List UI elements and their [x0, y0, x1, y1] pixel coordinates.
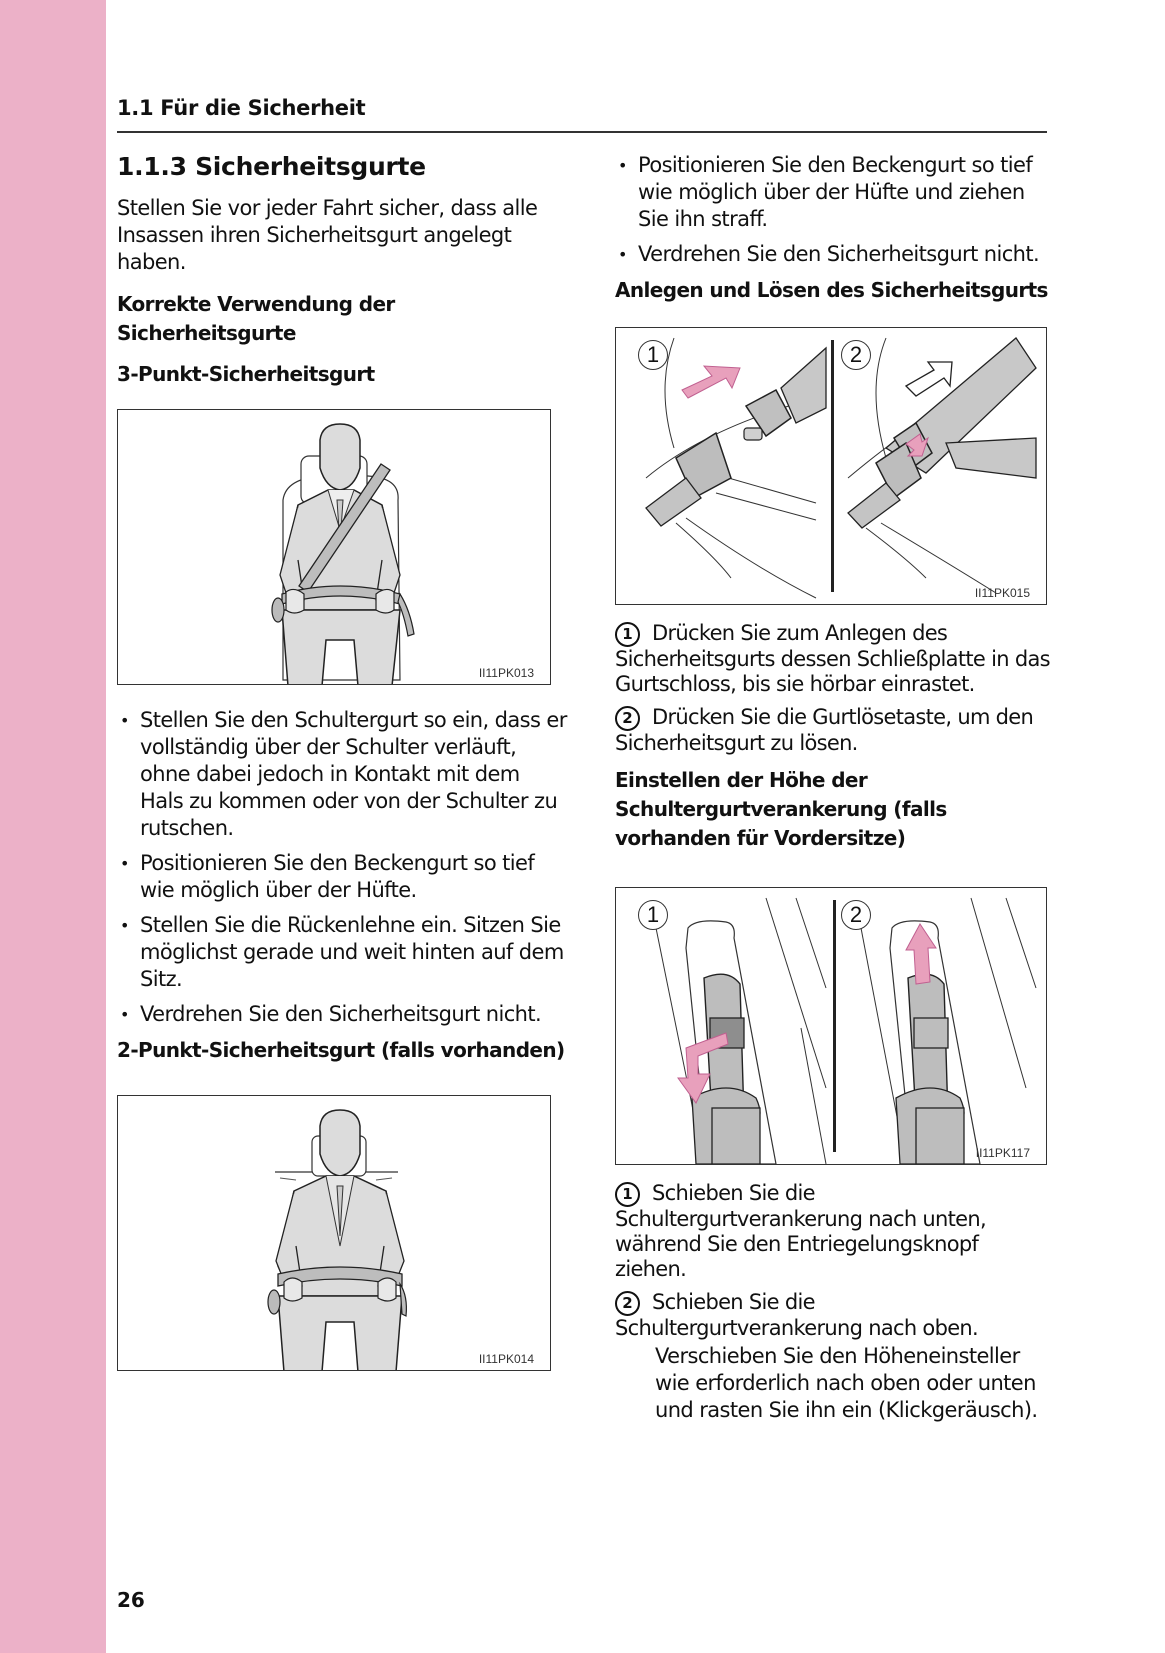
- step-item: [615, 705, 1055, 756]
- step-text: Schieben Sie die Schultergurtverankerung nach oben.: [615, 1290, 978, 1340]
- chapter-title: 1.1.3 Sicherheitsgurte: [117, 152, 426, 181]
- figure-height-adjust: [615, 887, 1047, 1165]
- right-column: [615, 152, 1055, 1424]
- chapter-color-tab: [0, 0, 106, 1653]
- step-number-icon: 1: [615, 1182, 640, 1207]
- steps-buckle: [615, 621, 1055, 756]
- panel-divider: [833, 900, 836, 1152]
- figure-code: II11PK014: [478, 1352, 534, 1366]
- steps-height: [615, 1181, 1055, 1424]
- bullet-list-2point: [615, 152, 1055, 268]
- step-number-icon: 2: [615, 706, 640, 731]
- seated-person-2point-belt-illustration: [118, 1096, 551, 1371]
- figure-2point-belt: [117, 1095, 551, 1371]
- list-item: • Stellen Sie den Schultergurt so ein, dass er vollständig über der Schulter verläuft, ohne dabei jedoch in Kontakt mit dem Hals zu kommen oder von der Schulter zu rutschen.: [117, 707, 567, 842]
- figure-code: II11PK015: [974, 586, 1030, 600]
- step-item: [615, 1290, 1055, 1341]
- bullet-list-3point: [117, 707, 567, 1028]
- list-item: • Verdrehen Sie den Sicherheitsgurt nicht.: [117, 1001, 567, 1028]
- step-item: [615, 621, 1055, 697]
- subheading-3point: 3-Punkt-Sicherheitsgurt: [117, 362, 375, 386]
- intro-paragraph: Stellen Sie vor jeder Fahrt sicher, dass alle Insassen ihren Sicherheitsgurt angelegt haben.: [117, 196, 538, 274]
- figure-buckle: [615, 327, 1047, 605]
- list-item: • Stellen Sie die Rückenlehne ein. Sitzen Sie möglichst gerade und weit hinten auf dem Sitz.: [117, 912, 567, 993]
- list-item: • Positionieren Sie den Beckengurt so tief wie möglich über der Hüfte und ziehen Sie ihn straff.: [615, 152, 1055, 233]
- list-item: • Verdrehen Sie den Sicherheitsgurt nicht.: [615, 241, 1055, 268]
- figure-3point-belt: [117, 409, 551, 685]
- shoulder-anchor-height-adjuster-illustration: [616, 888, 1047, 1165]
- panel-number-1: 1: [638, 340, 668, 370]
- figure-code: II11PK013: [478, 666, 534, 680]
- step-text: Drücken Sie die Gurtlösetaste, um den Sicherheitsgurt zu lösen.: [615, 705, 1034, 755]
- section-header: 1.1 Für die Sicherheit: [117, 96, 366, 120]
- step-item: [615, 1181, 1055, 1282]
- step-number-icon: 2: [615, 1291, 640, 1316]
- subheading-correct-use: Korrekte Verwendung der Sicherheitsgurte: [117, 292, 395, 345]
- step-number-icon: 1: [615, 622, 640, 647]
- height-adjust-note: Verschieben Sie den Höheneinsteller wie erforderlich nach oben oder unten und rasten Sie ihn ein (Klickgeräusch).: [655, 1344, 1038, 1422]
- header-rule: [117, 131, 1047, 133]
- panel-number-1: 1: [638, 900, 668, 930]
- panel-divider: [831, 340, 834, 592]
- figure-code: II11PK117: [975, 1146, 1030, 1160]
- left-column: [117, 150, 567, 1371]
- seated-person-3point-belt-illustration: [118, 410, 551, 685]
- page-number: 26: [117, 1588, 145, 1612]
- step-text: Drücken Sie zum Anlegen des Sicherheitsgurts dessen Schließplatte in das Gurtschloss, bis sie hörbar einrastet.: [615, 621, 1050, 696]
- subheading-height: Einstellen der Höhe der Schultergurtverankerung (falls vorhanden für Vordersitze): [615, 768, 947, 850]
- step-text: Schieben Sie die Schultergurtverankerung nach unten, während Sie den Entriegelungsknopf ziehen.: [615, 1181, 986, 1281]
- subheading-2point: 2-Punkt-Sicherheitsgurt (falls vorhanden): [117, 1038, 565, 1062]
- list-item: • Positionieren Sie den Beckengurt so tief wie möglich über der Hüfte.: [117, 850, 567, 904]
- panel-number-2: 2: [841, 340, 871, 370]
- subheading-buckle: Anlegen und Lösen des Sicherheitsgurts: [615, 278, 1048, 302]
- panel-number-2: 2: [841, 900, 871, 930]
